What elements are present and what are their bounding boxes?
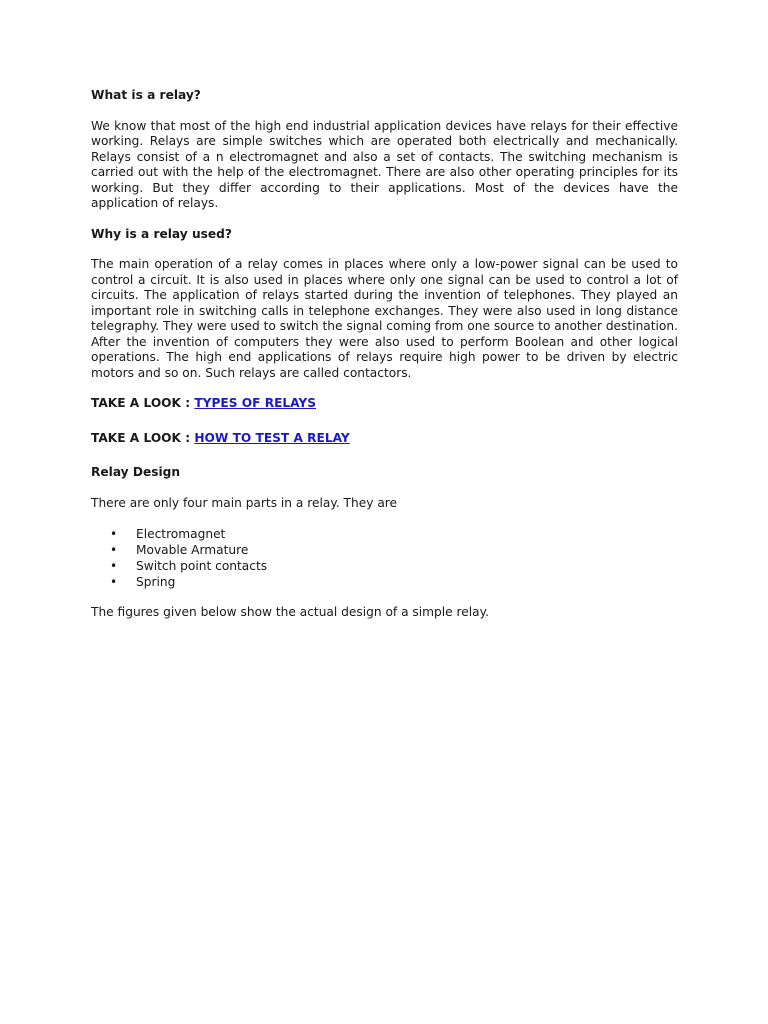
paragraph-relay-parts-intro: There are only four main parts in a relay. They are: [91, 495, 398, 510]
take-a-look-label: TAKE A LOOK :: [91, 396, 195, 410]
list-item-label: Electromagnet: [136, 527, 226, 541]
bullet-icon: •: [110, 575, 118, 589]
how-to-test-relay-link[interactable]: HOW TO TEST A RELAY: [194, 430, 350, 445]
types-of-relays-link[interactable]: TYPES OF RELAYS: [194, 396, 317, 410]
list-item: [91, 574, 678, 590]
paragraph-what-is-relay: We know that most of the high end industrial application devices have relays for their effective working. Relays are simple switches which are operated both electrically and mechanically. Relays consist of a n electromagnet and also a set of contacts. The switching mechanism is carried out with the help of the electromagnet. There are also other operating principles for its working. But they differ according to their applications. Most of the devices have the application of relays.: [91, 118, 678, 210]
paragraph-why-relay-used: The main operation of a relay comes in places where only a low-power signal can be used to control a circuit. It is also used in places where only one signal can be used to control a lot of circuits. The application of relays started during the invention of telephones. They played an important role in switching calls in telephone exchanges. They were also used in long distance telegraphy. They were used to switch the signal coming from one source to another destination. After the invention of computers they were also used to perform Boolean and other logical operations. The high end applications of relays require high power to be driven by electric motors and so on. Such relays are called contactors.: [91, 257, 678, 380]
take-a-look-label: TAKE A LOOK :: [91, 430, 195, 445]
list-item: [91, 542, 678, 558]
heading-why-relay-used: Why is a relay used?: [91, 226, 232, 241]
paragraph-figures-below: The figures given below show the actual design of a simple relay.: [91, 605, 489, 619]
list-item: [91, 558, 678, 574]
list-item-label: Spring: [136, 575, 176, 589]
list-item-label: Movable Armature: [136, 543, 249, 557]
list-item: [91, 526, 678, 542]
relay-parts-list: [91, 526, 678, 590]
document-page: [91, 88, 678, 636]
bullet-icon: •: [110, 543, 118, 557]
list-item-label: Switch point contacts: [136, 559, 268, 573]
take-a-look-test: [91, 431, 678, 447]
heading-what-is-relay: What is a relay?: [91, 88, 201, 102]
bullet-icon: •: [110, 527, 118, 541]
take-a-look-types: [91, 396, 678, 412]
heading-relay-design: Relay Design: [91, 465, 181, 479]
bullet-icon: •: [110, 559, 118, 573]
